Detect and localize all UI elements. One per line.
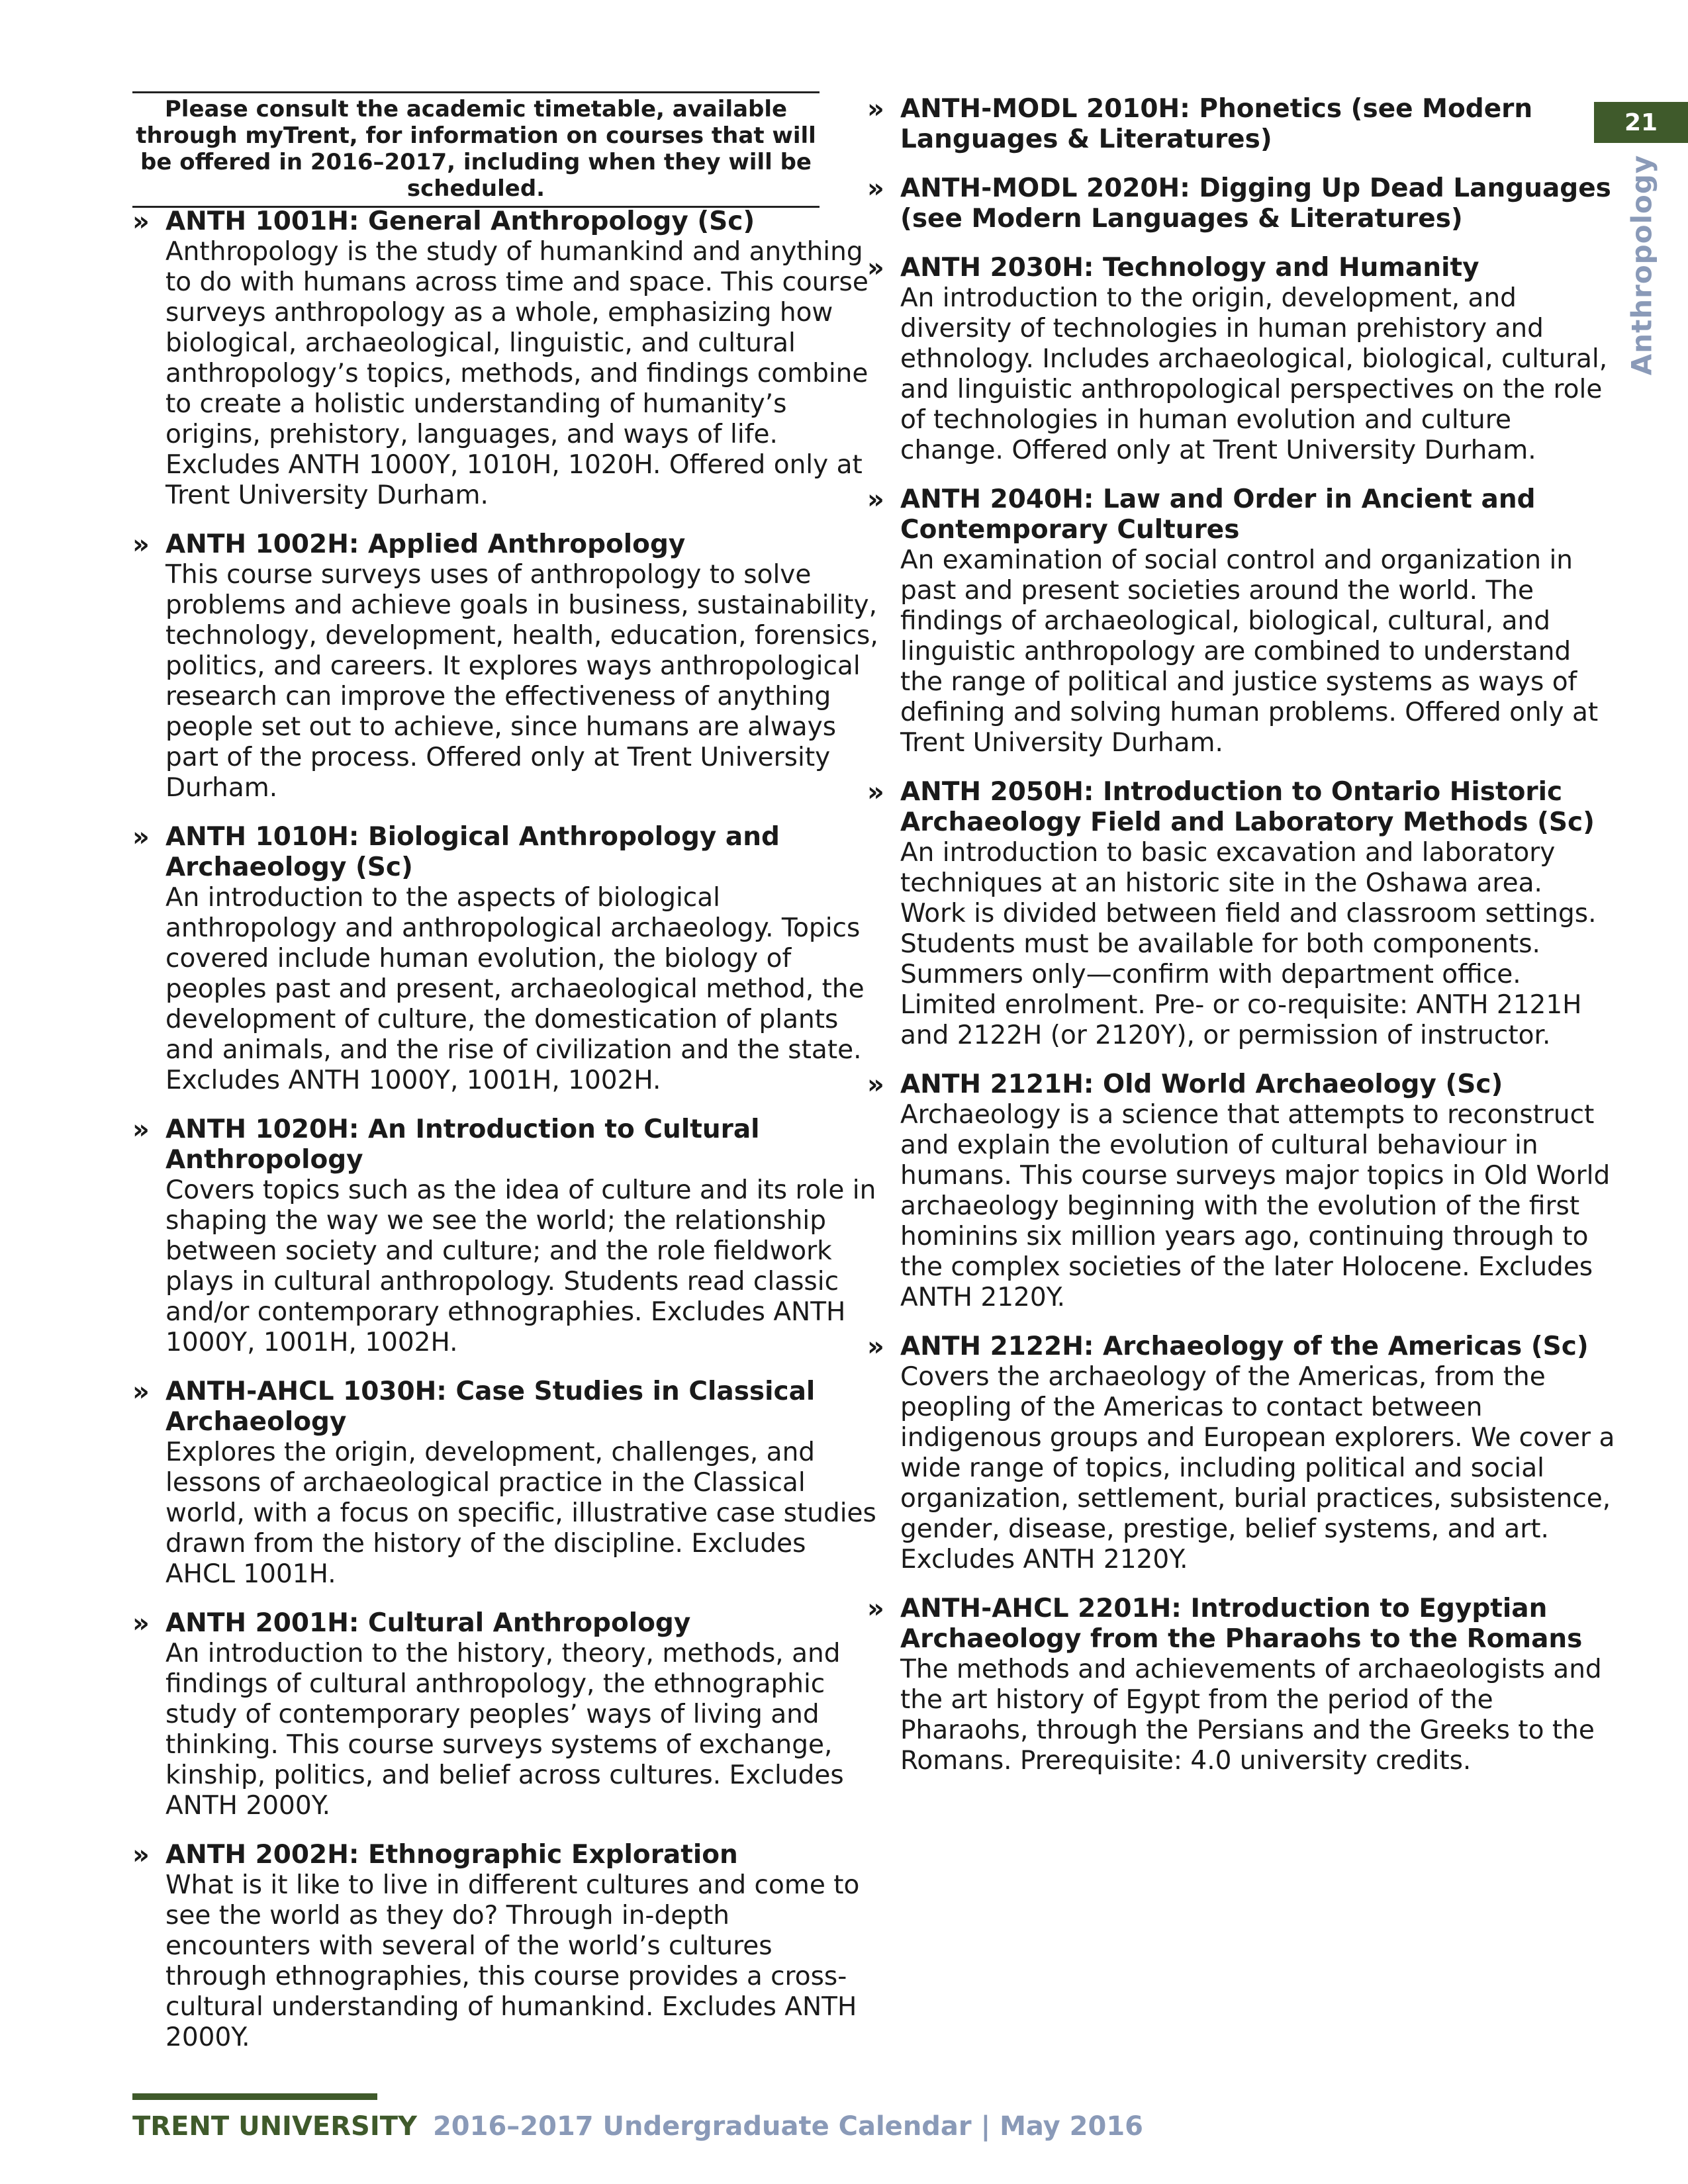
course-title: ANTH-MODL 2020H: Digging Up Dead Languages (see Modern Languages & Literatures) xyxy=(900,173,1611,234)
bullet-chevron-icon: » xyxy=(132,529,150,560)
course-entry xyxy=(132,206,880,511)
course-title: ANTH 2050H: Introduction to Ontario Historic Archaeology Field and Laboratory Methods (Sc) xyxy=(900,777,1595,837)
section-label-text: Anthropology xyxy=(1625,154,1658,375)
bullet-chevron-icon: » xyxy=(132,206,150,237)
course-title: ANTH-MODL 2010H: Phonetics (see Modern Languages & Literatures) xyxy=(900,94,1533,154)
course-entry xyxy=(132,1608,880,1821)
timetable-notice: Please consult the academic timetable, available through myTrent, for information on courses that will be offered in 2016–2017, including when they will be scheduled. xyxy=(132,91,820,208)
course-title: ANTH 2001H: Cultural Anthropology xyxy=(165,1608,691,1638)
course-description: An introduction to the history, theory, methods, and findings of cultural anthropology, the ethnographic study of contemporary peoples’ ways of living and thinking. This course surveys systems of exchange, kinship, politics, and belief across cultures. Excludes ANTH 2000Y. xyxy=(165,1639,844,1821)
bullet-chevron-icon: » xyxy=(867,484,884,515)
course-description: What is it like to live in different cultures and come to see the world as they do? Through in-depth encounters with several of the world’s cultures through ethnographies, this course provides a cross-cultural understanding of humankind. Excludes ANTH 2000Y. xyxy=(165,1870,860,2052)
course-entry xyxy=(867,777,1615,1051)
course-entry xyxy=(132,1840,880,2053)
course-entry xyxy=(867,173,1615,234)
course-title: ANTH 2121H: Old World Archaeology (Sc) xyxy=(900,1069,1503,1099)
course-entry xyxy=(867,484,1615,758)
course-description: Explores the origin, development, challenges, and lessons of archaeological practice in the Classical world, with a focus on specific, illustrative case studies drawn from the history of the discipline. Excludes AHCL 1001H. xyxy=(165,1437,876,1589)
bullet-chevron-icon: » xyxy=(867,1069,884,1100)
bullet-chevron-icon: » xyxy=(867,1594,884,1624)
course-description: An introduction to the origin, development, and diversity of technologies in human prehistory and ethnology. Includes archaeological, biological, cultural, and linguistic anthropological perspectives on the role of technologies in human evolution and culture change. Offered only at Trent University Durham. xyxy=(900,283,1608,465)
footer xyxy=(132,2111,1143,2142)
course-description: Anthropology is the study of humankind and anything to do with humans across time and space. This course surveys anthropology as a whole, emphasizing how biological, archaeological, linguistic, and cultural anthropology’s topics, methods, and findings combine to create a holistic understanding of humanity’s origins, prehistory, languages, and ways of life. Excludes ANTH 1000Y, 1010H, 1020H. Offered only at Trent University Durham. xyxy=(165,237,868,510)
course-title: ANTH-AHCL 1030H: Case Studies in Classical Archaeology xyxy=(165,1377,816,1437)
course-description: An introduction to the aspects of biological anthropology and anthropological archaeology. Topics covered include human evolution, the biology of peoples past and present, archaeological method, the development of culture, the domestication of plants and animals, and the rise of civilization and the state. Excludes ANTH 1000Y, 1001H, 1002H. xyxy=(165,883,865,1095)
course-entry xyxy=(867,253,1615,466)
course-description: This course surveys uses of anthropology to solve problems and achieve goals in business, sustainability, technology, development, health, education, forensics, politics, and careers. It explores ways anthropological research can improve the effectiveness of anything people set out to achieve, since humans are always part of the process. Offered only at Trent University Durham. xyxy=(165,560,878,803)
course-title: ANTH-AHCL 2201H: Introduction to Egyptian Archaeology from the Pharaohs to the Romans xyxy=(900,1594,1583,1654)
bullet-chevron-icon: » xyxy=(132,1115,150,1145)
course-title: ANTH 2040H: Law and Order in Ancient and Contemporary Cultures xyxy=(900,484,1536,545)
bullet-chevron-icon: » xyxy=(867,1332,884,1362)
footer-university: TRENT UNIVERSITY xyxy=(132,2111,417,2142)
course-entry xyxy=(132,1115,880,1358)
course-description: Covers the archaeology of the Americas, from the peopling of the Americas to contact between indigenous groups and European explorers. We cover a wide range of topics, including political and social organization, settlement, burial practices, subsistence, gender, disease, prestige, belief systems, and art. Excludes ANTH 2120Y. xyxy=(900,1362,1615,1574)
course-title: ANTH 1001H: General Anthropology (Sc) xyxy=(165,206,755,236)
course-title: ANTH 2122H: Archaeology of the Americas (Sc) xyxy=(900,1332,1589,1361)
course-entry xyxy=(867,1069,1615,1313)
section-side-label xyxy=(1615,154,1668,375)
bullet-chevron-icon: » xyxy=(132,1608,150,1639)
course-entry xyxy=(132,822,880,1096)
page-number-tab: 21 xyxy=(1594,102,1688,143)
right-column xyxy=(867,94,1615,1795)
course-entry xyxy=(867,1332,1615,1575)
course-description: The methods and achievements of archaeologists and the art history of Egypt from the period of the Pharaohs, through the Persians and the Greeks to the Romans. Prerequisite: 4.0 university credits. xyxy=(900,1655,1602,1776)
bullet-chevron-icon: » xyxy=(132,1840,150,1870)
course-title: ANTH 1010H: Biological Anthropology and Archaeology (Sc) xyxy=(165,822,780,882)
course-description: An examination of social control and organization in past and present societies around the world. The findings of archaeological, biological, cultural, and linguistic anthropology are combined to understand the range of political and justice systems as ways of defining and solving human problems. Offered only at Trent University Durham. xyxy=(900,545,1599,758)
bullet-chevron-icon: » xyxy=(132,822,150,852)
course-entry xyxy=(867,94,1615,155)
course-description: Archaeology is a science that attempts to reconstruct and explain the evolution of cultural behaviour in humans. This course surveys major topics in Old World archaeology beginning with the evolution of the first hominins six million years ago, continuing through to the complex societies of the later Holocene. Excludes ANTH 2120Y. xyxy=(900,1100,1611,1312)
bullet-chevron-icon: » xyxy=(867,94,884,124)
course-title: ANTH 2002H: Ethnographic Exploration xyxy=(165,1840,738,1870)
course-description: Covers topics such as the idea of culture and its role in shaping the way we see the world; the relationship between society and culture; and the role fieldwork plays in cultural anthropology. Students read classic and/or contemporary ethnographies. Excludes ANTH 1000Y, 1001H, 1002H. xyxy=(165,1175,876,1357)
course-title: ANTH 1002H: Applied Anthropology xyxy=(165,529,686,559)
footer-rule xyxy=(132,2093,377,2100)
left-column xyxy=(132,206,880,2071)
bullet-chevron-icon: » xyxy=(867,173,884,204)
course-entry xyxy=(132,1377,880,1590)
course-description: An introduction to basic excavation and laboratory techniques at an historic site in the Oshawa area. Work is divided between field and classroom settings. Students must be available for both components. Summers only—confirm with department office. Limited enrolment. Pre- or co-requisite: ANTH 2121H and 2122H (or 2120Y), or permission of instructor. xyxy=(900,838,1597,1050)
bullet-chevron-icon: » xyxy=(132,1377,150,1407)
footer-calendar: 2016–2017 Undergraduate Calendar | May 2016 xyxy=(432,2111,1143,2142)
bullet-chevron-icon: » xyxy=(867,253,884,283)
bullet-chevron-icon: » xyxy=(867,777,884,807)
course-entry xyxy=(867,1594,1615,1776)
course-title: ANTH 1020H: An Introduction to Cultural Anthropology xyxy=(165,1115,760,1175)
course-title: ANTH 2030H: Technology and Humanity xyxy=(900,253,1479,283)
course-entry xyxy=(132,529,880,803)
